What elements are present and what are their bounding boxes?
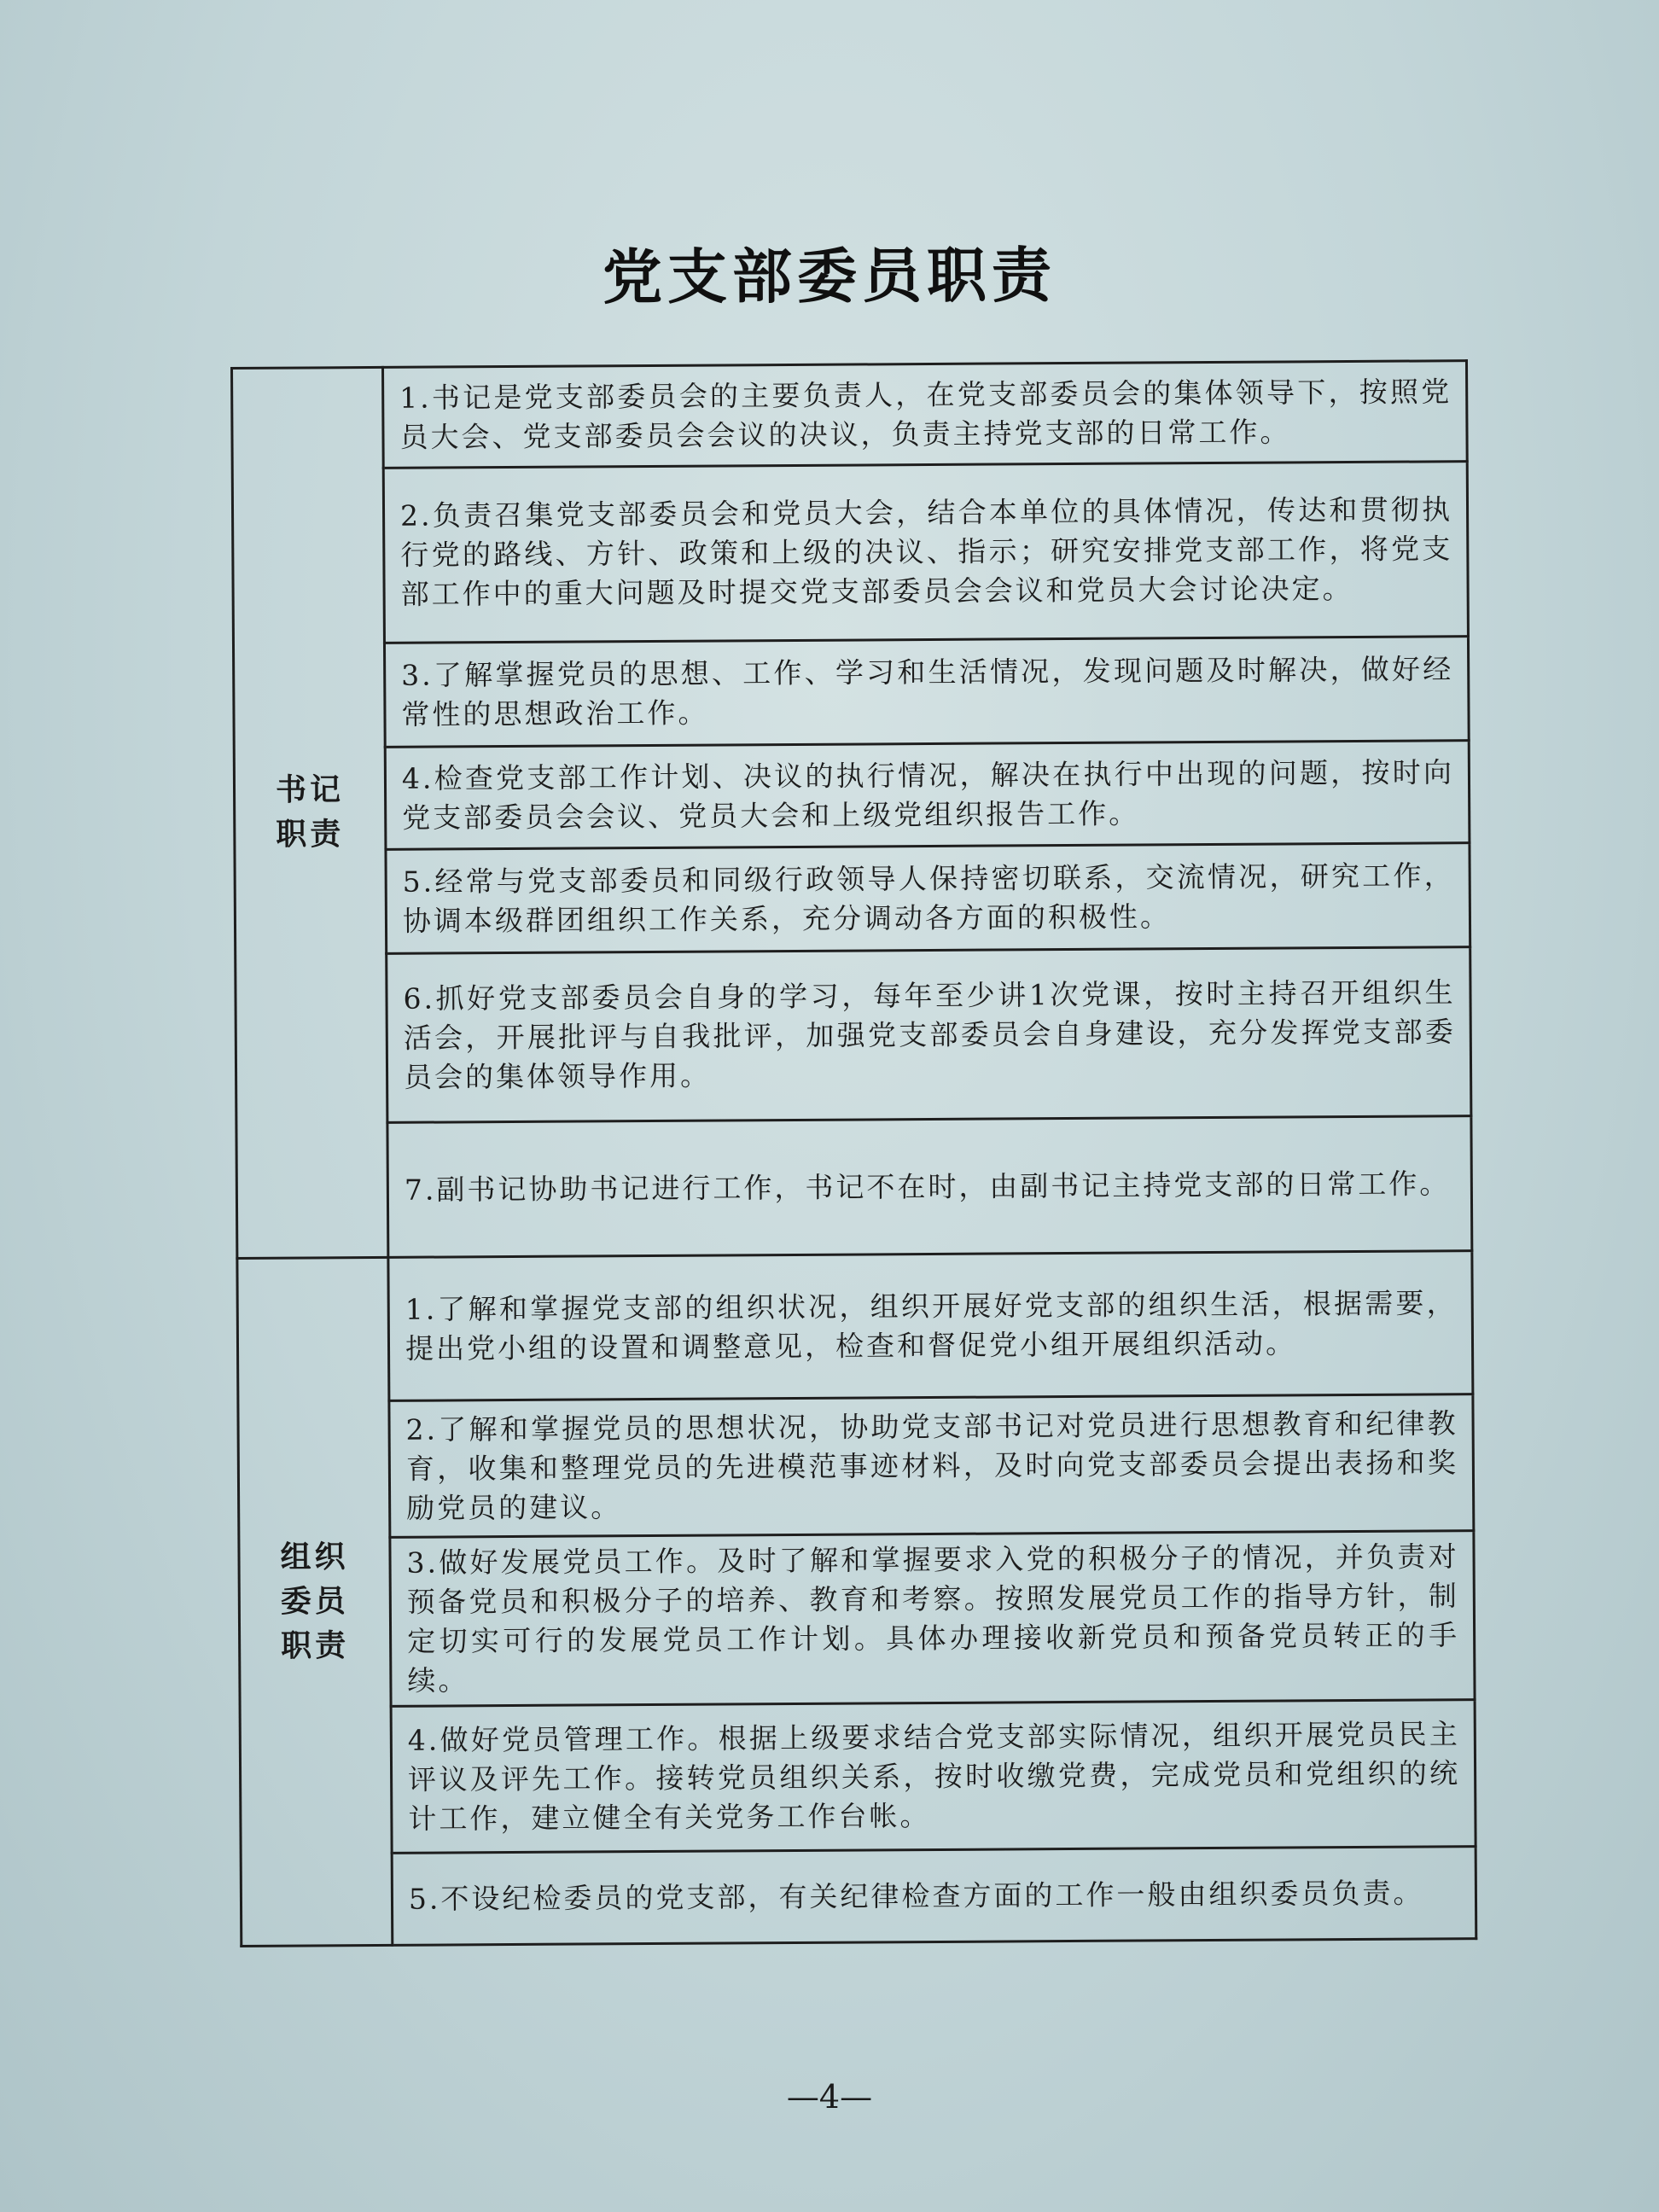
role-label-line: 职责 [276, 817, 345, 853]
table-row [235, 843, 1470, 955]
role-cell-organization [237, 1257, 393, 1946]
duty-item: 3.了解掌握党员的思想、工作、学习和生活情况，发现问题及时解决，做好经常性的思想政治工作。 [384, 637, 1469, 748]
role-label-line: 职责 [281, 1627, 350, 1664]
table-row [232, 361, 1468, 469]
duty-item: 3.做好发展党员工作。及时了解和掌握要求入党的积极分子的情况，并负责对预备党员和积极分子的培养、教育和考察。按照发展党员工作的指导方针，制定切实可行的发展党员工作计划。具体办理接收新党员和预备党员转正的手续。 [390, 1531, 1475, 1707]
duty-item: 2.了解和掌握党员的思想状况，协助党支部书记对党员进行思想教育和纪律教育，收集和整理党员的先进模范事迹材料，及时向党支部委员会提出表扬和奖励党员的建议。 [389, 1394, 1474, 1538]
duty-item: 2.负责召集党支部委员会和党员大会，结合本单位的具体情况，传达和贯彻执行党的路线、方针、政策和上级的决议、指示；研究安排党支部工作，将党支部工作中的重大问题及时提交党支部委员会会议和党员大会讨论决定。 [383, 462, 1468, 643]
page-title: 党支部委员职责 [602, 239, 1057, 313]
role-label-line: 委员 [280, 1583, 349, 1620]
duty-item: 4.检查党支部工作计划、决议的执行情况，解决在执行中出现的问题，按时向党支部委员会会议、党员大会和上级党组织报告工作。 [385, 741, 1470, 850]
table-row [236, 1116, 1472, 1259]
page-number: —4— [786, 2078, 873, 2116]
table-row [233, 637, 1469, 748]
duty-item: 7.副书记协助书记进行工作，书记不在时，由副书记主持党支部的日常工作。 [387, 1116, 1472, 1258]
table-row [241, 1847, 1476, 1947]
duty-item: 1.了解和掌握党支部的组织状况，组织开展好党支部的组织生活，根据需要，提出党小组的设置和调整意见，检查和督促党小组开展组织活动。 [388, 1251, 1473, 1401]
role-cell-secretary [232, 367, 388, 1258]
duties-table [230, 359, 1477, 1947]
duty-item: 1.书记是党支部委员会的主要负责人，在党支部委员会的集体领导下，按照党员大会、党支部委员会会议的决议，负责主持党支部的日常工作。 [383, 361, 1468, 469]
table-row [236, 947, 1471, 1124]
role-label-line: 书记 [275, 772, 345, 808]
duty-item: 4.做好党员管理工作。根据上级要求结合党支部实际情况，组织开展党员民主评议及评先工作。接转党员组织关系，按时收缴党费，完成党员和党组织的统计工作，建立健全有关党务工作台帐。 [391, 1700, 1476, 1854]
table-row [239, 1531, 1475, 1708]
duty-item: 5.经常与党支部委员和同级行政领导人保持密切联系，交流情况，研究工作，协调本级群团组织工作关系，充分调动各方面的积极性。 [386, 843, 1470, 954]
duty-item: 5.不设纪检委员的党支部，有关纪律检查方面的工作一般由组织委员负责。 [392, 1847, 1476, 1946]
table-row [238, 1394, 1474, 1539]
table-row [240, 1700, 1476, 1854]
table-row [237, 1251, 1473, 1402]
duty-item: 6.抓好党支部委员会自身的学习，每年至少讲1次党课，按时主持召开组织生活会，开展批评与自我批评，加强党支部委员会自身建设，充分发挥党支部委员会的集体领导作用。 [387, 947, 1471, 1123]
table-row [234, 741, 1470, 851]
role-label-line: 组织 [280, 1539, 349, 1575]
table-row [232, 462, 1468, 644]
